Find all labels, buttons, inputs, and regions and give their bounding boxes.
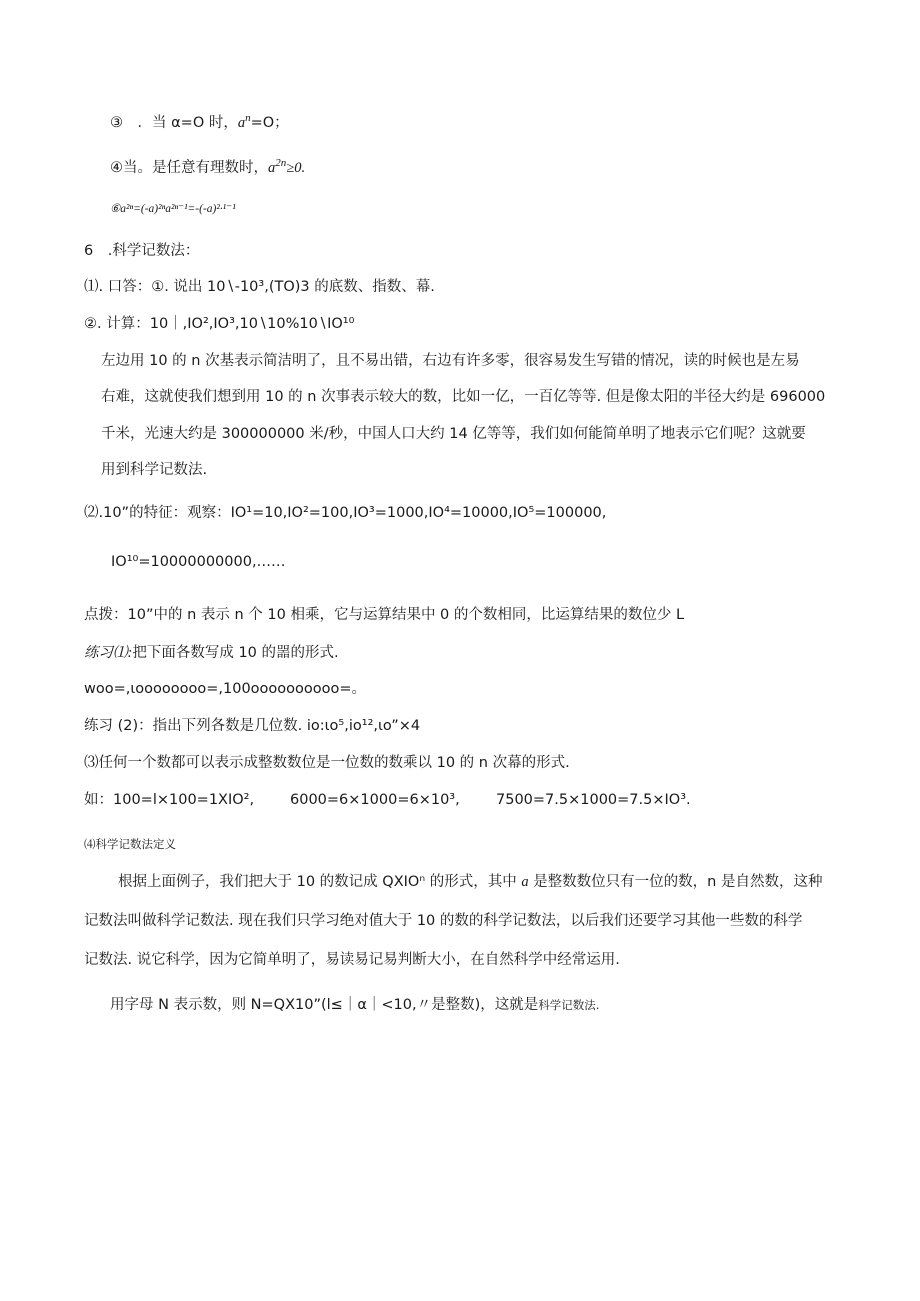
definition-line-1: 根据上面例子，我们把大于 10 的数记成 QXIOⁿ 的形式，其中 a 是整数数位只有一位的数，n 是自然数，这种: [118, 874, 823, 890]
exercise-1-items: woo=,ιoooooooo=,100oooooooooo=。: [84, 681, 367, 697]
text-line-2: ④当。是任意有理数时，$a^{2n}\ge 0$.: [110, 157, 306, 176]
example-3: 7500=7.5×1000=7.5×IO³.: [496, 792, 691, 808]
example-2: 6000=6×1000=6×10³,: [290, 792, 460, 808]
paragraph-line-4: 用到科学记数法.: [101, 462, 208, 478]
exercise-1: 练习⑴:把下面各数写成 10 的噐的形式.: [84, 645, 339, 661]
subsection-heading-4: ⑷科学记数法定义: [84, 837, 176, 851]
paragraph-line-2: 右难，这就使我们想到用 10 的 n 次事表示较大的数，比如一亿，一百亿等等. 但是像太阳的半径大约是 696000: [101, 389, 826, 405]
definition-line-3: 记数法. 说它科学，因为它简单明了，易读易记易判断大小，在自然科学中经常运用.: [84, 952, 620, 968]
paragraph-line-3: 千米，光速大约是 300000000 米/秒，中国人口大约 14 亿等等，我们如何能简单明了地表示它们呢？这就要: [101, 426, 806, 442]
exercise-2: 练习 (2)：指出下列各数是几位数. io:ιo⁵,io¹²,ιo”×4: [84, 718, 421, 734]
text-line-11: ⑵.10”的特征：观察：IO¹=10,IO²=100,IO³=1000,IO⁴=10000,IO⁵=100000,: [84, 505, 607, 521]
text-line-12: IO¹⁰=10000000000,……: [111, 554, 286, 570]
definition-summary: 用字母 N 表示数，则 N=QX10”(l≤｜α｜<10,〃是整数)，这就是科学记数法.: [110, 997, 600, 1013]
text-line-5: ⑴. 口答：①. 说出 10∖-10³,(TO)3 的底数、指数、幕.: [84, 279, 435, 295]
text-line-1: ③ ．当 α=O 时，$a^n=O$；: [110, 112, 289, 131]
paragraph-line-1: 左边用 10 的 n 次基表示简洁明了，且不易出错，右边有许多零，很容易发生写错的情况，读的时候也是左易: [101, 353, 800, 369]
example-1: 如：100=l×100=1XIO²,: [84, 792, 255, 808]
formula-line: ⑥a²ⁿ=(-a)²ⁿa²ⁿ⁻¹=-(-a)²·¹⁻¹: [110, 203, 236, 215]
hint-line: 点拨：10”中的 n 表示 n 个 10 相乘，它与运算结果中 0 的个数相同，比运算结果的数位少 L: [84, 607, 685, 623]
definition-line-2: 记数法叫做科学记数法. 现在我们只学习绝对值大于 10 的数的科学记数法，以后我们还要学习其他一些数的科学: [84, 913, 803, 929]
text-line-17: ⑶任何一个数都可以表示成整数数位是一位数的数乘以 10 的 n 次幕的形式.: [84, 755, 570, 771]
text-line-6: ②. 计算：10｜,IO²,IO³,10∖10%10∖IO¹⁰: [84, 316, 355, 332]
section-heading-6: 6 .科学记数法：: [84, 243, 200, 259]
